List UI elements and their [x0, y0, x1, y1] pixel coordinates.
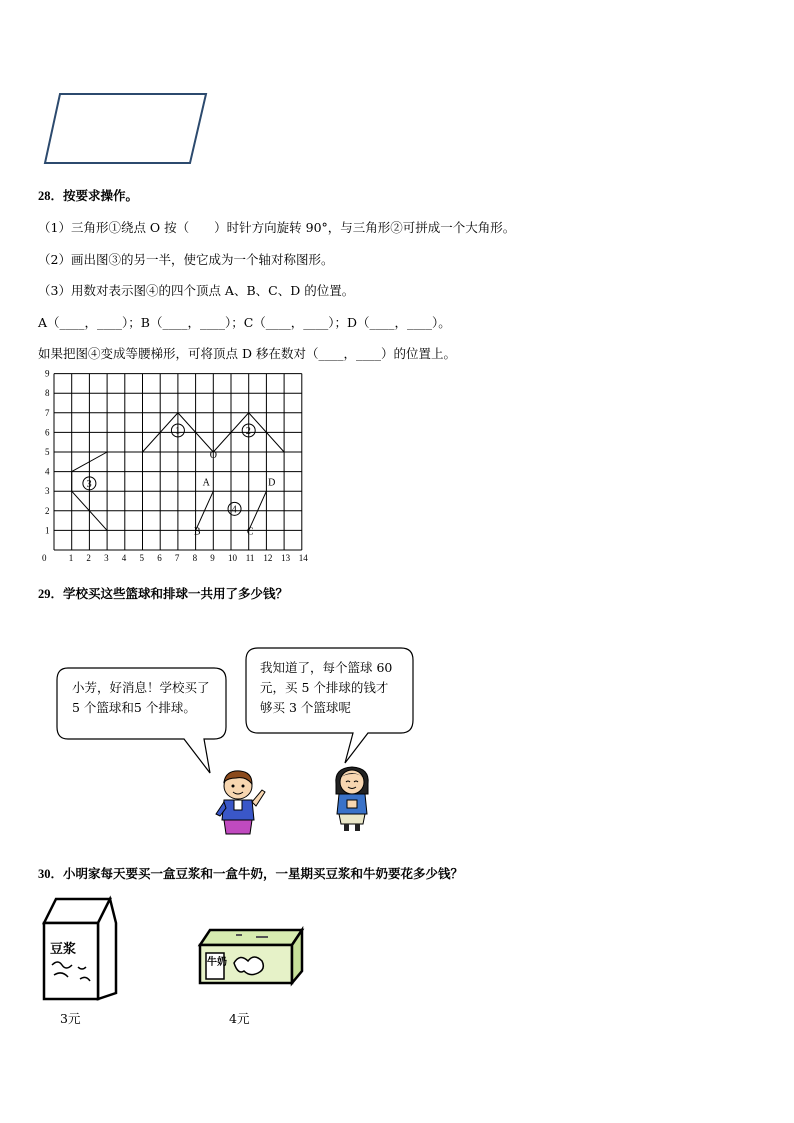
q28-line2: （2）画出图③的另一半，使它成为一个轴对称图形。 [38, 252, 334, 267]
y-tick-label: 6 [45, 427, 50, 438]
x-tick-label: 4 [121, 553, 127, 563]
label-triangle-1: 1 [175, 425, 181, 437]
boy-illustration [212, 768, 268, 838]
q28-title: 28．按要求操作。 [38, 189, 139, 203]
milk-label-1: 牛奶 [207, 957, 227, 968]
bubble-left-line2: 5 个篮球和5 个排球。 [72, 700, 196, 715]
x-tick-label: 7 [174, 553, 180, 563]
y-tick-label: 7 [45, 407, 50, 418]
bubble-left-line1: 小芳，好消息！学校买了 [72, 680, 210, 695]
milk-box-illustration [196, 925, 308, 993]
bubble-left-text [72, 678, 210, 718]
x-tick-label: 10 [228, 553, 237, 563]
y-tick-label: 2 [45, 505, 50, 516]
q28-line3: （3）用数对表示图④的四个顶点 A、B、C、D 的位置。 [38, 283, 355, 298]
x-tick-label: 0 [42, 553, 47, 563]
x-tick-label: 12 [263, 553, 273, 563]
bubble-right-text [260, 658, 392, 718]
milk-price: 4元 [229, 1011, 250, 1026]
q30-title: 30．小明家每天要买一盒豆浆和一盒牛奶，一星期买豆浆和牛奶要花多少钱？ [38, 867, 464, 881]
q29-title: 29．学校买这些篮球和排球一共用了多少钱？ [38, 587, 289, 601]
label-point-C: C [246, 526, 254, 538]
y-tick-label: 1 [45, 525, 50, 536]
y-tick-label: 8 [45, 388, 50, 399]
q28-line1: （1）三角形①绕点 O 按（ ）时针方向旋转 90°，与三角形②可拼成一个大角形。 [38, 220, 516, 235]
label-figure-4: 4 [231, 504, 237, 516]
x-tick-label: 14 [298, 553, 308, 563]
bubble-right-line1: 我知道了，每个篮球 60 [260, 660, 393, 675]
coordinate-grid [36, 370, 306, 570]
label-figure-3: 3 [86, 478, 92, 490]
q28-line4: A（____，____）；B（____，____）；C（____，____）；D（____，____）。 [38, 315, 451, 330]
x-tick-label: 2 [86, 553, 91, 563]
label-point-A: A [202, 477, 210, 489]
soymilk-price: 3元 [60, 1011, 81, 1026]
soymilk-carton-illustration [38, 895, 120, 1003]
parallelogram-figure [40, 90, 212, 168]
x-tick-label: 8 [192, 553, 198, 563]
label-point-D: D [268, 477, 276, 489]
x-tick-label: 1 [68, 553, 74, 563]
q28-line5: 如果把图④变成等腰梯形，可将顶点 D 移在数对（____，____）的位置上。 [38, 346, 456, 361]
x-tick-label: 9 [210, 553, 215, 563]
y-tick-label: 5 [45, 447, 50, 457]
label-triangle-2: 2 [245, 425, 251, 437]
x-tick-label: 11 [245, 553, 255, 563]
bubble-right-line3: 够买 3 个篮球呢 [260, 700, 351, 715]
girl-illustration [330, 764, 374, 832]
x-tick-label: 3 [104, 553, 109, 563]
y-tick-label: 4 [45, 466, 50, 477]
x-tick-label: 13 [281, 553, 291, 563]
y-tick-label: 9 [45, 368, 50, 379]
x-tick-label: 5 [139, 553, 144, 563]
x-tick-label: 6 [157, 553, 162, 563]
y-tick-label: 3 [45, 486, 50, 497]
soymilk-label: 豆浆 [50, 942, 77, 957]
label-point-O: O [209, 449, 217, 461]
bubble-right-line2: 元，买 5 个排球的钱才 [260, 680, 389, 695]
label-point-B: B [193, 526, 201, 538]
